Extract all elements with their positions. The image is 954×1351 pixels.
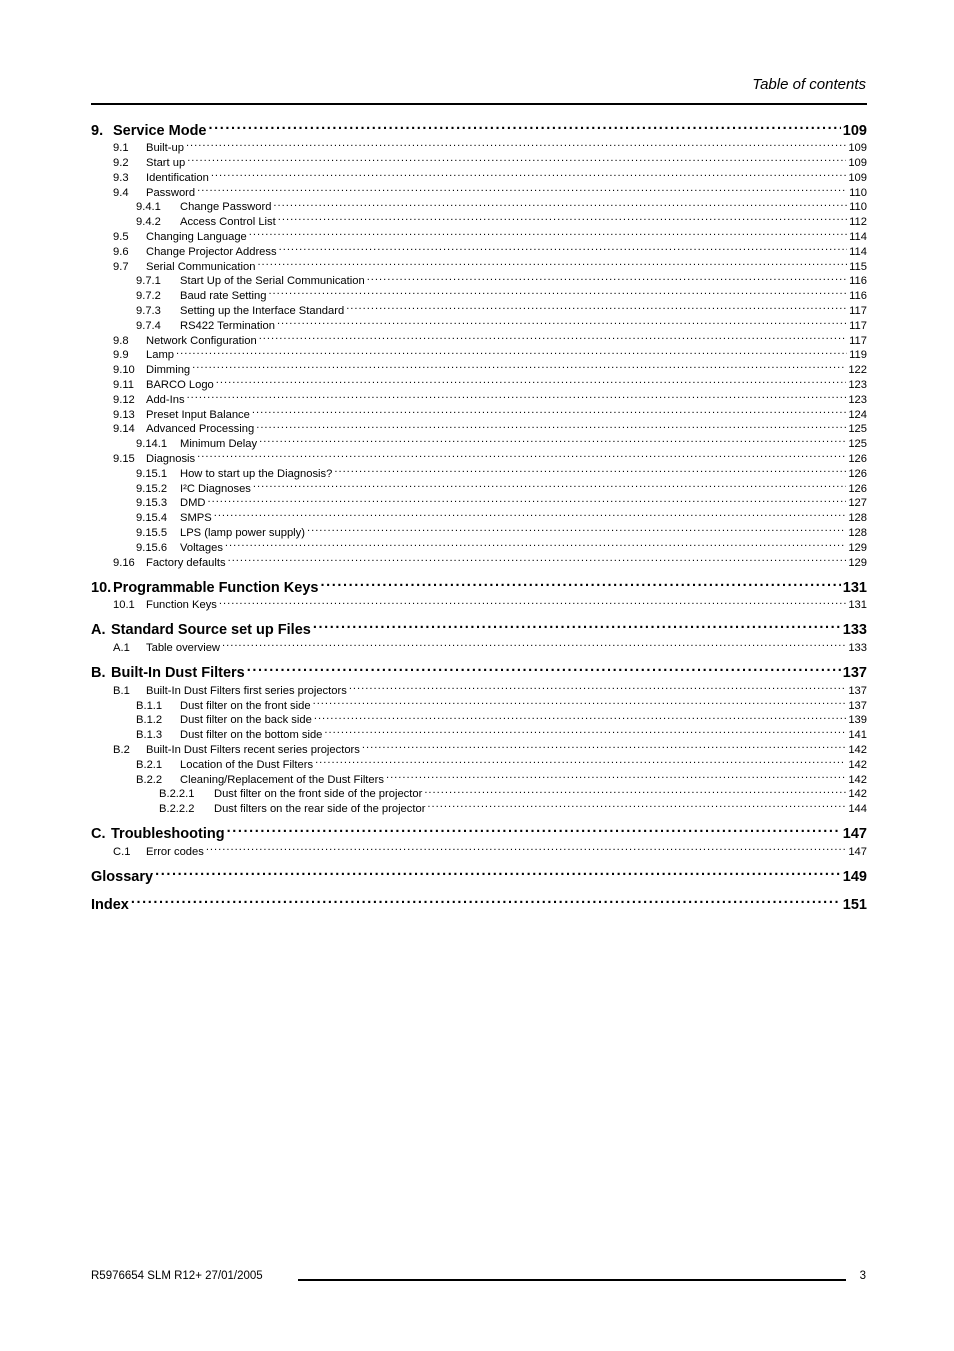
toc-entry-number: 9.10	[113, 364, 135, 377]
toc-entry-page: 123	[848, 393, 867, 406]
toc-entry-page: 116	[849, 275, 867, 288]
toc-entry-title: SMPS	[180, 512, 212, 525]
toc-dot-leader	[131, 895, 841, 910]
toc-entry-number: 9.8	[113, 334, 129, 347]
toc-entry-title: Troubleshooting	[111, 826, 225, 843]
toc-entry-page: 151	[842, 897, 867, 914]
toc-entry-number: 9.	[91, 122, 104, 139]
toc-section-entry[interactable]	[91, 288, 867, 303]
toc-section-entry[interactable]	[91, 199, 867, 214]
toc-entry-number: B.2.2.1	[159, 788, 195, 801]
toc-entry-page: 114	[849, 245, 867, 258]
toc-entry-title: Built-In Dust Filters recent series projectors	[146, 744, 360, 757]
toc-entry-title: Dust filter on the bottom side	[180, 729, 323, 742]
toc-section-entry[interactable]	[91, 554, 867, 569]
toc-entry-number: 9.16	[113, 556, 135, 569]
toc-section-entry[interactable]	[91, 258, 867, 273]
toc-section-entry[interactable]	[91, 332, 867, 347]
toc-entry-title: Built-up	[146, 142, 184, 155]
toc-entry-title: Built-In Dust Filters first series projectors	[146, 684, 347, 697]
toc-entry-number: 9.3	[113, 171, 129, 184]
toc-section-entry[interactable]	[91, 229, 867, 244]
toc-entry-number: 9.15.1	[136, 467, 168, 480]
toc-entry-title: Lamp	[146, 349, 174, 362]
toc-section-entry[interactable]	[91, 392, 867, 407]
toc-entry-number: 9.9	[113, 349, 129, 362]
toc-entry-title: Serial Communication	[146, 260, 256, 273]
toc-section-entry[interactable]	[91, 318, 867, 333]
toc-entry-page: 125	[848, 438, 867, 451]
toc-entry-title: DMD	[180, 497, 206, 510]
toc-entry-page: 126	[848, 467, 867, 480]
toc-entry-title: Dimming	[146, 364, 191, 377]
toc-entry-page: 109	[848, 142, 867, 155]
toc-dot-leader	[314, 712, 846, 723]
toc-chapter-entry[interactable]	[91, 867, 867, 887]
toc-entry-title: Add-Ins	[146, 393, 185, 406]
toc-dot-leader	[349, 683, 847, 694]
toc-dot-leader	[259, 332, 847, 343]
toc-chapter-entry[interactable]	[91, 120, 867, 140]
toc-section-entry[interactable]	[91, 140, 867, 155]
toc-entry-title: Setting up the Interface Standard	[180, 304, 345, 317]
toc-entry-title: Dust filter on the back side	[180, 714, 312, 727]
toc-dot-leader	[320, 577, 840, 592]
toc-entry-title: Glossary	[91, 869, 154, 886]
toc-entry-page: 117	[849, 334, 867, 347]
toc-entry-number: 9.14	[113, 423, 135, 436]
toc-section-entry[interactable]	[91, 510, 867, 525]
toc-entry-title: I²C Diagnoses	[180, 482, 251, 495]
toc-section-entry[interactable]	[91, 698, 867, 713]
toc-entry-page: 141	[848, 729, 867, 742]
page-header-title: Table of contents	[752, 76, 866, 93]
toc-chapter-entry[interactable]	[91, 895, 867, 915]
toc-dot-leader	[307, 525, 846, 536]
toc-dot-leader	[324, 727, 846, 738]
toc-entry-page: 116	[849, 290, 867, 303]
toc-entry-page: 125	[848, 423, 867, 436]
toc-entry-title: Identification	[146, 171, 209, 184]
toc-chapter-entry[interactable]	[91, 824, 867, 844]
toc-section-entry[interactable]	[91, 742, 867, 757]
toc-dot-leader	[315, 757, 846, 768]
toc-entry-number: B.1.1	[136, 699, 163, 712]
toc-section-entry[interactable]	[91, 273, 867, 288]
toc-entry-title: RS422 Termination	[180, 319, 275, 332]
toc-entry-number: 9.4	[113, 186, 129, 199]
toc-section-entry[interactable]	[91, 436, 867, 451]
toc-entry-page: 142	[848, 788, 867, 801]
toc-dot-leader	[253, 480, 846, 491]
toc-dot-leader	[367, 273, 847, 284]
toc-entry-page: 129	[848, 541, 867, 554]
toc-dot-leader	[214, 510, 847, 521]
toc-section-entry[interactable]	[91, 466, 867, 481]
toc-entry-number: 9.5	[113, 230, 129, 243]
toc-entry-page: 137	[842, 665, 867, 682]
toc-entry-title: Function Keys	[146, 599, 217, 612]
toc-entry-page: 147	[842, 826, 867, 843]
toc-entry-number: C.	[91, 826, 106, 843]
toc-section-entry[interactable]	[91, 683, 867, 698]
toc-entry-page: 112	[849, 216, 867, 229]
toc-entry-page: 114	[849, 230, 867, 243]
toc-entry-title: Index	[91, 897, 129, 914]
toc-section-entry[interactable]	[91, 362, 867, 377]
toc-chapter-entry[interactable]	[91, 663, 867, 683]
toc-entry-title: Dust filter on the front side of the projector	[214, 788, 423, 801]
toc-dot-leader	[346, 303, 847, 314]
toc-section-entry[interactable]	[91, 771, 867, 786]
toc-section-entry[interactable]	[91, 214, 867, 229]
toc-dot-leader	[209, 120, 841, 135]
toc-entry-title: LPS (lamp power supply)	[180, 526, 305, 539]
toc-entry-page: 117	[849, 304, 867, 317]
toc-dot-leader	[192, 362, 846, 373]
toc-dot-leader	[313, 698, 847, 709]
toc-entry-page: 122	[848, 364, 867, 377]
toc-entry-title: Service Mode	[113, 122, 207, 139]
footer-doc-info: R5976654 SLM R12+ 27/01/2005	[91, 1270, 263, 1282]
toc-entry-number: 10.	[91, 579, 112, 596]
toc-dot-leader	[211, 170, 847, 181]
toc-entry-page: 109	[842, 122, 867, 139]
toc-section-entry[interactable]	[91, 347, 867, 362]
footer-page-number: 3	[859, 1270, 866, 1282]
toc-entry-page: 139	[848, 714, 867, 727]
toc-chapter-entry[interactable]	[91, 577, 867, 597]
toc-entry-title: Preset Input Balance	[146, 408, 250, 421]
toc-entry-title: Table overview	[146, 642, 220, 655]
toc-entry-number: B.1.2	[136, 714, 163, 727]
toc-entry-title: BARCO Logo	[146, 378, 214, 391]
toc-entry-title: How to start up the Diagnosis?	[180, 467, 333, 480]
toc-dot-leader	[187, 392, 847, 403]
toc-entry-number: 9.2	[113, 156, 129, 169]
toc-entry-title: Error codes	[146, 846, 204, 859]
toc-entry-page: 149	[842, 869, 867, 886]
toc-section-entry[interactable]	[91, 303, 867, 318]
toc-entry-number: 9.15.5	[136, 526, 168, 539]
header-rule	[91, 103, 867, 105]
toc-dot-leader	[424, 786, 846, 797]
toc-dot-leader	[197, 184, 847, 195]
toc-entry-title: Diagnosis	[146, 452, 196, 465]
toc-entry-number: B.1.3	[136, 729, 163, 742]
toc-section-entry[interactable]	[91, 540, 867, 555]
toc-entry-page: 144	[848, 803, 867, 816]
toc-dot-leader	[278, 214, 847, 225]
toc-entry-page: 133	[842, 622, 867, 639]
toc-entry-number: 10.1	[113, 599, 135, 612]
toc-entry-page: 117	[849, 319, 867, 332]
toc-dot-leader	[279, 244, 848, 255]
toc-dot-leader	[219, 597, 846, 608]
toc-section-entry[interactable]	[91, 155, 867, 170]
toc-entry-number: A.	[91, 622, 106, 639]
toc-entry-number: 9.7.2	[136, 290, 161, 303]
toc-entry-number: 9.1	[113, 142, 129, 155]
toc-dot-leader	[313, 620, 841, 635]
toc-entry-title: Cleaning/Replacement of the Dust Filters	[180, 773, 384, 786]
toc-dot-leader	[206, 844, 847, 855]
toc-dot-leader	[386, 771, 846, 782]
toc-entry-title: Password	[146, 186, 196, 199]
toc-dot-leader	[427, 801, 846, 812]
toc-dot-leader	[227, 824, 841, 839]
toc-dot-leader	[187, 155, 846, 166]
toc-entry-title: Standard Source set up Files	[111, 622, 311, 639]
toc-dot-leader	[249, 229, 847, 240]
toc-dot-leader	[222, 640, 846, 651]
toc-entry-page: 147	[848, 846, 867, 859]
toc-entry-number: 9.15.6	[136, 541, 168, 554]
toc-section-entry[interactable]	[91, 451, 867, 466]
toc-entry-page: 110	[849, 186, 867, 199]
toc-section-entry[interactable]	[91, 844, 867, 859]
toc-entry-number: 9.7.4	[136, 319, 161, 332]
toc-entry-page: 127	[848, 497, 867, 510]
toc-entry-page: 109	[848, 171, 867, 184]
toc-entry-page: 137	[848, 699, 867, 712]
toc-dot-leader	[216, 377, 847, 388]
toc-entry-number: 9.15	[113, 452, 135, 465]
toc-section-entry[interactable]	[91, 727, 867, 742]
toc-section-entry[interactable]	[91, 244, 867, 259]
toc-entry-number: B.2.2.2	[159, 803, 195, 816]
toc-entry-title: Voltages	[180, 541, 223, 554]
toc-entry-page: 110	[849, 201, 867, 214]
toc-entry-number: B.	[91, 665, 106, 682]
toc-entry-number: 9.15.3	[136, 497, 168, 510]
toc-entry-page: 126	[848, 482, 867, 495]
toc-entry-number: 9.7.1	[136, 275, 161, 288]
toc-section-entry[interactable]	[91, 406, 867, 421]
toc-entry-page: 126	[848, 452, 867, 465]
toc-section-entry[interactable]	[91, 377, 867, 392]
toc-entry-page: 142	[848, 758, 867, 771]
toc-entry-title: Start up	[146, 156, 186, 169]
toc-entry-title: Change Password	[180, 201, 272, 214]
toc-section-entry[interactable]	[91, 421, 867, 436]
toc-dot-leader	[197, 451, 846, 462]
toc-entry-page: 128	[848, 512, 867, 525]
toc-entry-title: Network Configuration	[146, 334, 257, 347]
toc-entry-page: 131	[842, 579, 867, 596]
toc-section-entry[interactable]	[91, 640, 867, 655]
toc-entry-page: 142	[848, 744, 867, 757]
toc-entry-number: B.2	[113, 744, 130, 757]
toc-entry-title: Access Control List	[180, 216, 276, 229]
toc-entry-title: Baud rate Setting	[180, 290, 267, 303]
toc-dot-leader	[207, 495, 846, 506]
toc-entry-number: 9.4.2	[136, 216, 161, 229]
toc-section-entry[interactable]	[91, 801, 867, 816]
toc-entry-title: Advanced Processing	[146, 423, 255, 436]
toc-dot-leader	[277, 318, 847, 329]
toc-dot-leader	[186, 140, 846, 151]
toc-entry-page: 128	[848, 526, 867, 539]
toc-entry-page: 115	[849, 260, 867, 273]
toc-dot-leader	[257, 258, 847, 269]
toc-dot-leader	[334, 466, 846, 477]
toc-entry-number: B.1	[113, 684, 130, 697]
toc-dot-leader	[155, 867, 841, 882]
toc-section-entry[interactable]	[91, 495, 867, 510]
toc-entry-title: Start Up of the Serial Communication	[180, 275, 365, 288]
toc-section-entry[interactable]	[91, 712, 867, 727]
toc-entry-page: 133	[848, 642, 867, 655]
toc-entry-title: Dust filter on the front side	[180, 699, 311, 712]
toc-section-entry[interactable]	[91, 525, 867, 540]
toc-entry-title: Programmable Function Keys	[113, 579, 319, 596]
table-of-contents	[91, 120, 867, 915]
footer-rule	[298, 1279, 846, 1281]
toc-entry-number: 9.4.1	[136, 201, 161, 214]
toc-entry-number: C.1	[113, 846, 131, 859]
toc-entry-title: Minimum Delay	[180, 438, 258, 451]
toc-section-entry[interactable]	[91, 597, 867, 612]
toc-entry-number: 9.7	[113, 260, 129, 273]
toc-entry-page: 137	[848, 684, 867, 697]
toc-entry-page: 124	[848, 408, 867, 421]
toc-entry-number: 9.11	[113, 378, 134, 391]
toc-entry-number: 9.7.3	[136, 304, 161, 317]
toc-entry-title: Location of the Dust Filters	[180, 758, 314, 771]
toc-entry-number: 9.12	[113, 393, 135, 406]
toc-entry-title: Changing Language	[146, 230, 247, 243]
toc-entry-number: 9.15.2	[136, 482, 168, 495]
toc-entry-page: 131	[848, 599, 867, 612]
toc-dot-leader	[268, 288, 847, 299]
toc-section-entry[interactable]	[91, 786, 867, 801]
toc-section-entry[interactable]	[91, 170, 867, 185]
toc-entry-title: Factory defaults	[146, 556, 226, 569]
toc-dot-leader	[362, 742, 846, 753]
toc-entry-title: Built-In Dust Filters	[111, 665, 245, 682]
toc-section-entry[interactable]	[91, 480, 867, 495]
toc-dot-leader	[225, 540, 846, 551]
toc-dot-leader	[259, 436, 846, 447]
toc-dot-leader	[273, 199, 847, 210]
toc-entry-number: 9.6	[113, 245, 129, 258]
toc-dot-leader	[176, 347, 847, 358]
toc-entry-number: B.2.1	[136, 758, 163, 771]
toc-entry-number: A.1	[113, 642, 130, 655]
toc-entry-page: 119	[849, 349, 867, 362]
toc-entry-number: 9.13	[113, 408, 135, 421]
toc-entry-number: 9.15.4	[136, 512, 168, 525]
toc-entry-number: 9.14.1	[136, 438, 168, 451]
toc-entry-title: Change Projector Address	[146, 245, 277, 258]
toc-dot-leader	[256, 421, 846, 432]
toc-entry-page: 123	[848, 378, 867, 391]
toc-entry-page: 142	[848, 773, 867, 786]
toc-dot-leader	[252, 406, 846, 417]
toc-section-entry[interactable]	[91, 757, 867, 772]
toc-section-entry[interactable]	[91, 184, 867, 199]
toc-entry-page: 109	[848, 156, 867, 169]
toc-entry-number: B.2.2	[136, 773, 163, 786]
toc-entry-page: 129	[848, 556, 867, 569]
toc-dot-leader	[247, 663, 841, 678]
toc-dot-leader	[228, 554, 847, 565]
toc-chapter-entry[interactable]	[91, 620, 867, 640]
toc-entry-title: Dust filters on the rear side of the projector	[214, 803, 426, 816]
